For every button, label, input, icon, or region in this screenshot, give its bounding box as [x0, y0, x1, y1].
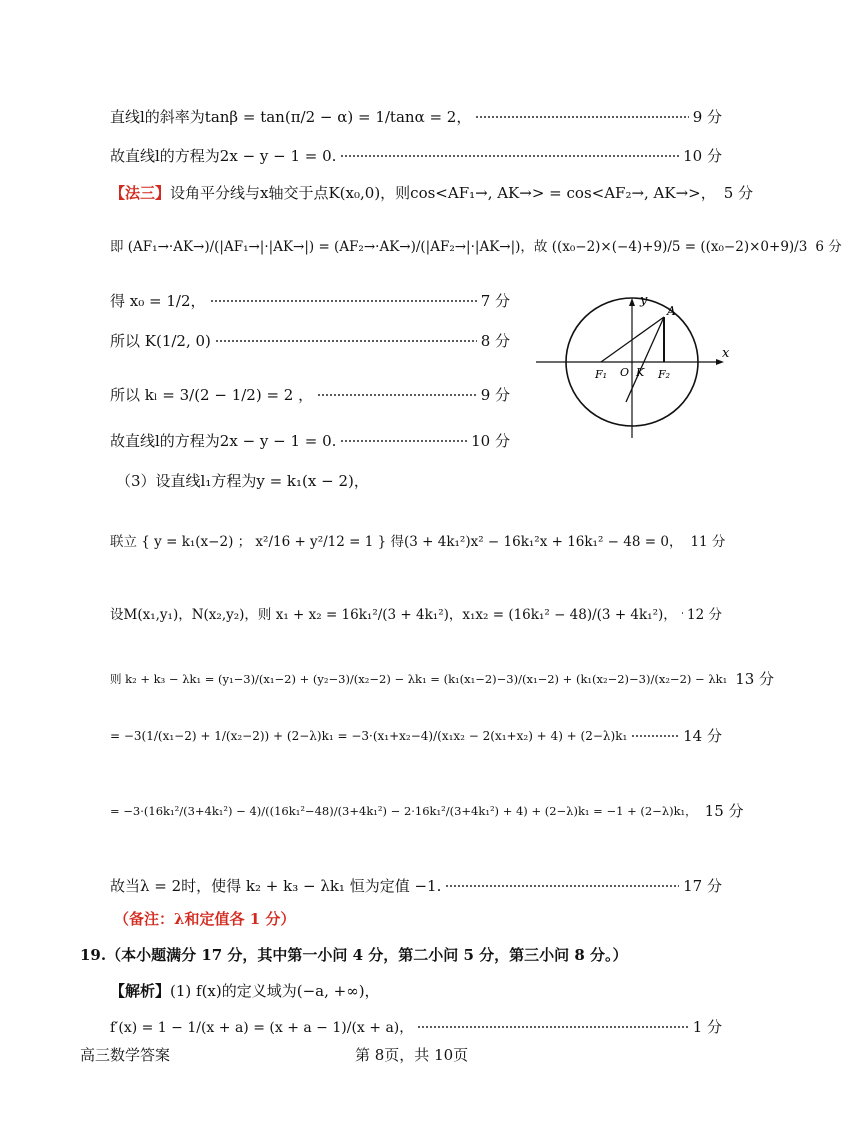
- line-text: 所以 kₗ = 3/(2 − 1/2) = 2 ，: [110, 386, 314, 404]
- line-text: 则 k₂ + k₃ − λk₁ = (y₁−3)/(x₁−2) + (y₂−3)/(x₂−2) − λk₁ = (k₁(x₁−2)−3)/(x₁−2) + (k₁(x₂−2)−3)/(x₂−2) − λk₁: [110, 671, 728, 686]
- line-text: 联立 { y = k₁(x−2) ； x²/16 + y²/12 = 1 } 得(3 + 4k₁²)x² − 16k₁²x + 16k₁² − 48 = 0，: [110, 534, 683, 550]
- line-equation-2: [110, 430, 510, 451]
- label-o: O: [620, 366, 630, 379]
- line-text: 得 x₀ = 1/2，: [110, 292, 206, 310]
- conclusion-line: [110, 875, 722, 896]
- line-text: 设M(x₁,y₁)，N(x₂,y₂)，则 x₁ + x₂ = 16k₁²/(3 + 4k₁²)，x₁x₂ = (16k₁² − 48)/(3 + 4k₁²)，: [110, 607, 677, 623]
- result-line: [110, 800, 744, 821]
- page-number: 第 8页，共 10页: [355, 1046, 469, 1064]
- question-19-heading: [80, 944, 722, 965]
- label-y: y: [640, 293, 648, 308]
- simplify-line: [110, 725, 722, 746]
- line-text: (1) f(x)的定义域为(−a, +∞)，: [170, 982, 380, 1000]
- line-text: 设角平分线与x轴交于点K(x₀,0)，则cos<AF₁→, AK→> = cos<AF₂→, AK→>，: [170, 184, 716, 202]
- leader-dots: [631, 735, 679, 737]
- line-text: 故直线l的方程为2x − y − 1 = 0.: [110, 432, 337, 450]
- score: 9 分: [692, 108, 722, 126]
- y-axis-arrow: [629, 298, 635, 306]
- method-three-line: [110, 182, 754, 203]
- label-f2: F₂: [658, 368, 671, 381]
- score: 11 分: [690, 534, 726, 550]
- score: 5 分: [723, 184, 754, 202]
- score: 17 分: [683, 877, 722, 895]
- line-text: 即 (AF₁→·AK→)/(|AF₁→|·|AK→|) = (AF₂→·AK→)/(|AF₂→|·|AK→|)，故 ((x₀−2)×(−4)+9)/5 = ((x₀−2)×0+9)/3: [110, 239, 808, 255]
- x0-result-line: [110, 290, 510, 311]
- line-text: （3）设直线l₁方程为y = k₁(x − 2)，: [116, 472, 369, 490]
- line-text: 19.（本小题满分 17 分，其中第一小问 4 分，第二小问 5 分，第三小问 8 分。）: [80, 946, 628, 964]
- score: 14 分: [683, 727, 722, 745]
- leader-dots: [681, 612, 683, 614]
- slope-sum-line: [110, 668, 775, 689]
- slope-kl-line: [110, 384, 510, 405]
- vieta-line: [110, 603, 722, 623]
- line-text: 所以 K(1/2, 0): [110, 332, 211, 350]
- line-text: 故当λ = 2时，使得 k₂ + k₃ − λk₁ 恒为定值 −1.: [110, 877, 442, 895]
- leader-dots: [340, 155, 679, 157]
- label-f1: F₁: [595, 368, 608, 381]
- leader-dots: [445, 885, 679, 887]
- ellipse-figure: [532, 290, 732, 440]
- analysis-tag: 【解析】: [110, 982, 171, 1000]
- line-text: 直线l的斜率为tanβ = tan(π/2 − α) = 1/tanα = 2，: [110, 108, 472, 126]
- derivative-line: [110, 1016, 722, 1037]
- leader-dots: [475, 116, 688, 118]
- score: 10 分: [683, 147, 722, 165]
- footer-left: 高三数学答案: [80, 1046, 171, 1064]
- label-a: A: [667, 304, 676, 318]
- leader-dots: [340, 440, 467, 442]
- slope-line: [110, 106, 722, 127]
- score: 8 分: [480, 332, 510, 350]
- line-text: （备注：λ和定值各 1 分）: [114, 910, 296, 928]
- score: 6 分: [815, 239, 842, 255]
- line-text: = −3·(16k₁²/(3+4k₁²) − 4)/((16k₁²−48)/(3+4k₁²) − 2·16k₁²/(3+4k₁²) + 4) + (2−λ)k₁ = −1 + (2−λ)k₁，: [110, 803, 697, 818]
- score: 7 分: [480, 292, 510, 310]
- system-line: [110, 530, 726, 550]
- line-text: f′(x) = 1 − 1/(x + a) = (x + a − 1)/(x + a)，: [110, 1019, 414, 1036]
- leader-dots: [417, 1026, 688, 1028]
- leader-dots: [215, 340, 477, 342]
- score: 13 分: [735, 670, 775, 688]
- method-tag: 【法三】: [110, 184, 171, 202]
- line-text: = −3(1/(x₁−2) + 1/(x₂−2)) + (2−λ)k₁ = −3·(x₁+x₂−4)/(x₁x₂ − 2(x₁+x₂) + 4) + (2−λ)k₁: [110, 728, 628, 743]
- leader-dots: [317, 394, 477, 396]
- line-text: 故直线l的方程为2x − y − 1 = 0.: [110, 147, 337, 165]
- cosine-equation-line: [110, 235, 842, 255]
- label-x: x: [722, 346, 730, 361]
- score: 15 分: [704, 802, 744, 820]
- score: 10 分: [471, 432, 510, 450]
- part3-intro-line: [116, 470, 722, 491]
- leader-dots: [210, 300, 477, 302]
- label-k: K: [636, 366, 645, 379]
- point-k-line: [110, 330, 510, 351]
- line-equation: [110, 145, 722, 166]
- score: 1 分: [692, 1018, 722, 1036]
- score: 12 分: [687, 607, 722, 623]
- score: 9 分: [480, 386, 510, 404]
- remark-line: [114, 908, 722, 929]
- analysis-line: [110, 980, 722, 1001]
